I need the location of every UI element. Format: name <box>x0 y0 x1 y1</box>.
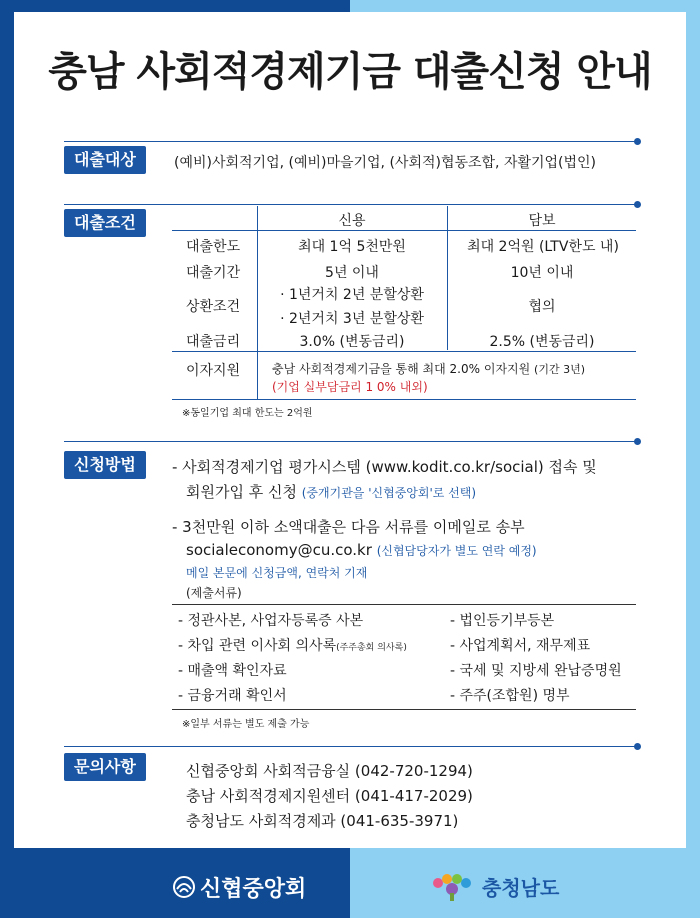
chungnam-logo: 충청남도 <box>430 872 559 906</box>
page-title: 충남 사회적경제기금 대출신청 안내 <box>48 49 652 95</box>
contact-badge: 문의사항 <box>64 753 146 781</box>
divider <box>64 746 636 747</box>
doc-left: - 금융거래 확인서 <box>178 688 287 704</box>
divider <box>64 204 636 205</box>
interest-text: 충남 사회적경제기금을 통해 최대 2.0% 이자지원 (기간 3년) <box>272 362 586 376</box>
divider-dot <box>634 138 641 145</box>
divider-dot <box>634 743 641 750</box>
docs-bottom-line <box>172 709 636 710</box>
target-badge: 대출대상 <box>64 146 146 174</box>
doc-left: - 정관사본, 사업자등록증 사본 <box>178 613 364 629</box>
doc-right: - 사업계획서, 재무제표 <box>450 638 591 654</box>
row-credit: 5년 이내 <box>325 265 379 281</box>
method-item2-line1: - 3천만원 이하 소액대출은 다음 서류를 이메일로 송부 <box>172 518 525 536</box>
method-item1-line1: - 사회적경제기업 평가시스템 (www.kodit.co.kr/social) 접속 및 <box>172 458 597 476</box>
method-badge: 신청방법 <box>64 451 146 479</box>
divider <box>64 441 636 442</box>
row-label: 대출금리 <box>186 334 241 350</box>
divider-dot <box>634 201 641 208</box>
contact-line: 충남 사회적경제지원센터 (041-417-2029) <box>186 787 473 805</box>
row-collateral: 10년 이내 <box>510 265 574 281</box>
row-credit: 최대 1억 5천만원 <box>298 239 406 255</box>
shinhyup-logo: 신협중앙회 <box>172 872 306 905</box>
conditions-badge: 대출조건 <box>64 209 146 237</box>
table-header-line <box>172 230 636 231</box>
docs-label: (제출서류) <box>186 586 242 600</box>
contact-line: 충청남도 사회적경제과 (041-635-3971) <box>186 812 459 830</box>
col-collateral-header: 담보 <box>528 213 556 229</box>
row-credit: 3.0% (변동금리) <box>299 334 405 350</box>
doc-right: - 국세 및 지방세 완납증명원 <box>450 663 622 679</box>
row-credit: · 1년거치 2년 분할상환 <box>280 287 424 303</box>
row-label: 대출기간 <box>186 265 241 281</box>
divider <box>64 141 636 142</box>
table-line <box>172 351 636 352</box>
contact-line: 신협중앙회 사회적금융실 (042-720-1294) <box>186 762 473 780</box>
method-email-line: socialeconomy@cu.co.kr (신협담당자가 별도 연락 예정) <box>186 541 537 559</box>
doc-right: - 법인등기부등본 <box>450 613 555 629</box>
row-collateral: 협의 <box>528 299 556 315</box>
divider-dot <box>634 438 641 445</box>
method-item1-line2: 회원가입 후 신청 (중개기관을 '신협중앙회'로 선택) <box>186 483 477 501</box>
email: socialeconomy@cu.co.kr <box>186 541 372 559</box>
row-collateral: 최대 2억원 (LTV한도 내) <box>467 239 619 255</box>
row-label: 상환조건 <box>186 299 241 315</box>
content-card <box>14 12 686 848</box>
docs-top-line <box>172 604 636 605</box>
target-text: (예비)사회적기업, (예비)마을기업, (사회적)협동조합, 자활기업(법인) <box>174 155 597 171</box>
interest-label: 이자지원 <box>186 363 241 379</box>
doc-left: - 매출액 확인자료 <box>178 663 287 679</box>
interest-note: (기업 실부담금리 1 0% 내외) <box>272 380 428 394</box>
row-label: 대출한도 <box>186 239 241 255</box>
conditions-footnote: ※동일기업 최대 한도는 2억원 <box>182 408 313 419</box>
method-footnote: ※일부 서류는 별도 제출 가능 <box>182 719 310 730</box>
mail-note: 메일 본문에 신청금액, 연락처 기재 <box>186 566 368 580</box>
doc-left: - 차입 관련 이사회 의사록(주주총회 의사록) <box>178 638 407 654</box>
row-collateral: 2.5% (변동금리) <box>489 334 595 350</box>
table-line <box>172 399 636 400</box>
col-credit-header: 신용 <box>338 213 366 229</box>
row-credit: · 2년거치 3년 분할상환 <box>280 311 424 327</box>
doc-right: - 주주(조합원) 명부 <box>450 688 570 704</box>
shinhyup-emblem-icon <box>172 875 196 905</box>
chungnam-emblem-icon <box>430 873 476 906</box>
